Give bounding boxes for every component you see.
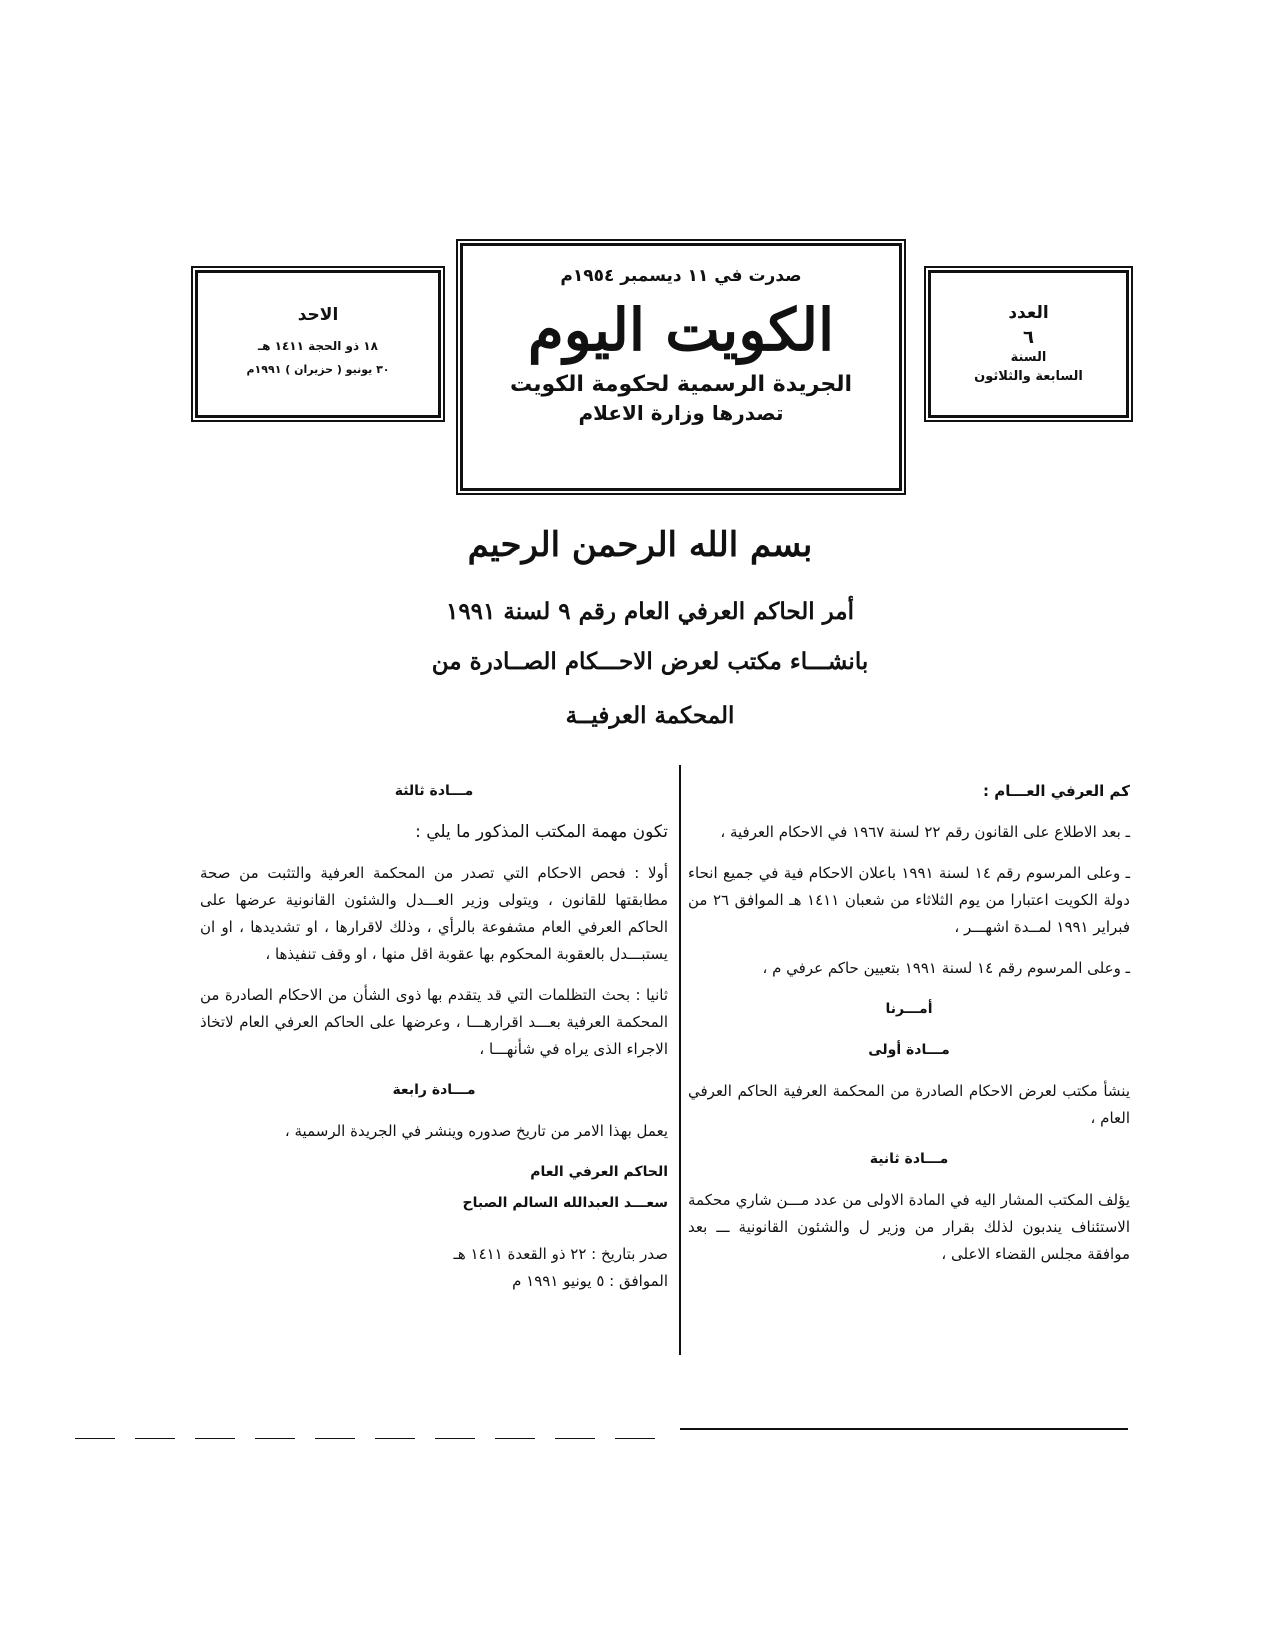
hijri-date: ١٨ ذو الحجة ١٤١١ هـ <box>258 339 378 353</box>
article2-heading: مـــادة ثانية <box>869 1151 949 1167</box>
gregorian-date: ٣٠ يونيو ( حزيران ) ١٩٩١م <box>246 363 390 376</box>
article1-heading: مـــادة أولى <box>868 1042 950 1058</box>
article4-text: يعمل بهذا الامر من تاريخ صدوره وينشر في الجريدة الرسمية ، <box>284 1122 668 1140</box>
right-column <box>688 778 1130 1282</box>
issue-number: ٦ <box>1023 327 1034 348</box>
masthead <box>460 243 902 491</box>
year-value: السابعة والثلاثون <box>974 369 1083 384</box>
recital-3: ـ وعلى المرسوم رقم ١٤ لسنة ١٩٩١ بتعيين حاكم عرفي م ، <box>762 959 1130 977</box>
authority-intro: كم العرفي العـــام : <box>983 782 1130 800</box>
signature-name: سعـــد العبدالله السالم الصباح <box>462 1195 668 1211</box>
decree-title-line1: أمر الحاكم العرفي العام رقم ٩ لسنة ١٩٩١ <box>445 598 855 625</box>
issued-gregorian: الموافق : ٥ يونيو ١٩٩١ م <box>512 1272 668 1290</box>
article3-intro: تكون مهمة المكتب المذكور ما يلي : <box>415 822 668 842</box>
publisher: تصدرها وزارة الاعلام <box>578 401 784 425</box>
article4-heading: مـــادة رابعة <box>392 1082 476 1098</box>
decree-title-line2: بانشـــاء مكتب لعرض الاحـــكام الصــادرة من <box>431 648 869 675</box>
newspaper-subtitle: الجريدة الرسمية لحكومة الكويت <box>509 372 853 397</box>
issued-line: صدرت في ١١ ديسمبر ١٩٥٤م <box>560 266 802 286</box>
recital-1: ـ بعد الاطلاع على القانون رقم ٢٢ لسنة ١٩٦٧ في الاحكام العرفية ، <box>720 823 1130 841</box>
bottom-rule-right <box>680 1428 1128 1430</box>
article3-item1: أولا : فحص الاحكام التي تصدر من المحكمة العرفية والتثبت من صحة مطابقتها للقانون ، ويتولى وزير العـــدل والشئون القانونية عرضها على الحاكم العرفي العام مشفوعة بالرأي ، وذلك لاقرارها ، او تشديدها ، او ان يستبـــدل بالعقوبة المحكوم بها عقوبة اقل منها ، او وقف تنفيذها ، <box>200 864 668 963</box>
year-label: السنة <box>1010 350 1047 365</box>
recital-2: ـ وعلى المرسوم رقم ١٤ لسنة ١٩٩١ باعلان الاحكام فية في جميع انحاء دولة الكويت اعتبارا من يوم الثلاثاء من شعبان ١٤١١ هـ الموافق ٢٦ من فبراير ١٩٩١ لمــدة اشهـــر ، <box>688 864 1130 936</box>
day-label: الاحد <box>297 305 339 325</box>
column-divider <box>679 765 681 1355</box>
signature-title: الحاكم العرفي العام <box>530 1164 668 1180</box>
article1-text: ينشأ مكتب لعرض الاحكام الصادرة من المحكمة العرفية الحاكم العرفي العام ، <box>688 1082 1130 1127</box>
issue-label: العدد <box>1008 303 1049 323</box>
date-box <box>195 270 441 418</box>
ordered-heading: أمـــرنا <box>885 1001 933 1017</box>
issued-hijri: صدر بتاريخ : ٢٢ ذو القعدة ١٤١١ هـ <box>453 1245 668 1263</box>
left-column <box>200 778 668 1309</box>
article2-text: يؤلف المكتب المشار اليه في المادة الاولى من عدد مـــن شاري محكمة الاستئناف يندبون لذلك بقرار من وزير ل والشئون القانونية ـــ بعد موافقة مجلس القضاء الاعلى ، <box>688 1191 1130 1263</box>
issue-box <box>928 270 1129 418</box>
bottom-rule-left <box>75 1438 675 1439</box>
basmala: بسم الله الرحمن الرحيم <box>467 525 813 565</box>
article3-item2: ثانيا : بحث التظلمات التي قد يتقدم بها ذوى الشأن من الاحكام الصادرة من المحكمة العرفية بعـــد اقرارهـــا ، وعرضها على الحاكم العرفي العام لاتخاذ الاجراء الذى يراه في شأنهـــا ، <box>200 986 668 1058</box>
article3-heading: مـــادة ثالثة <box>394 783 474 799</box>
newspaper-name: الكويت اليوم <box>527 296 835 364</box>
decree-title-line3: المحكمة العرفيــة <box>565 702 735 729</box>
